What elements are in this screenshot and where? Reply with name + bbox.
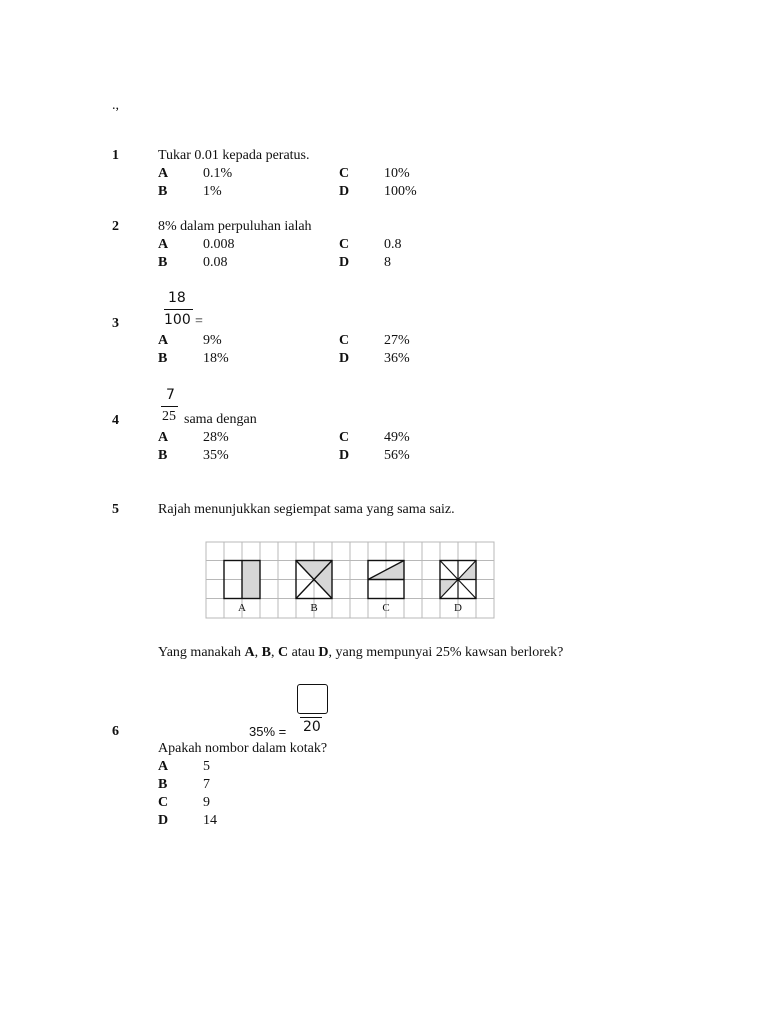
option-letter: A [158,430,169,445]
option-letter: B [158,448,168,463]
diagram-label-a: A [238,602,246,614]
question-suffix: sama dengan [184,412,257,427]
fraction-denominator: 100 [164,312,191,328]
option-letter: D [339,448,350,463]
option-value: 36% [384,351,410,366]
option-letter: C [339,430,350,445]
option-value: 35% [203,448,229,463]
option-letter: A [158,759,169,774]
option-letter: B [158,351,168,366]
option-letter: A [158,333,169,348]
option-letter: D [339,351,350,366]
option-value: 49% [384,430,410,445]
question-text: Tukar 0.01 kepada peratus. [158,148,310,163]
option-letter: D [158,813,169,828]
option-value: 100% [384,184,417,199]
option-value: 10% [384,166,410,181]
option-value: 28% [203,430,229,445]
diagram-label-c: C [382,602,390,614]
question-number: 5 [112,502,119,517]
option-value: 9% [203,333,222,348]
option-letter: C [339,237,350,252]
fraction-bar [300,717,322,718]
option-value: 8 [384,255,391,270]
fraction-bar [164,309,193,310]
option-value: 9 [203,795,210,810]
question-number: 3 [112,316,119,331]
option-value: 7 [203,777,210,792]
question-number: 2 [112,219,119,234]
squares-diagram [205,541,495,619]
question-number: 6 [112,724,119,739]
option-value: 0.1% [203,166,233,181]
option-letter: C [339,333,350,348]
question-text: Rajah menunjukkan segiempat sama yang sama saiz. [158,502,455,517]
option-value: 0.8 [384,237,402,252]
option-value: 0.008 [203,237,235,252]
option-value: 56% [384,448,410,463]
equals-sign: = [195,314,203,329]
fraction-denominator: 20 [303,719,321,735]
option-value: 18% [203,351,229,366]
option-letter: C [339,166,350,181]
question-number: 4 [112,413,119,428]
equation-left: 35% = [249,724,287,739]
option-letter: B [158,255,168,270]
option-letter: A [158,237,169,252]
option-value: 27% [384,333,410,348]
question-text: Apakah nombor dalam kotak? [158,741,328,756]
fraction-denominator: 25 [162,409,176,424]
option-letter: D [339,255,350,270]
question-text: 8% dalam perpuluhan ialah [158,219,312,234]
option-letter: A [158,166,169,181]
option-value: 0.08 [203,255,228,270]
option-value: 5 [203,759,210,774]
option-value: 1% [203,184,222,199]
option-letter: C [158,795,169,810]
fraction-numerator: 18 [168,290,186,306]
question-number: 1 [112,148,119,163]
fraction-numerator: 7 [166,387,175,403]
option-letter: B [158,777,168,792]
answer-box [297,684,328,714]
diagram-label-d: D [454,602,462,614]
fraction-bar [161,406,178,407]
diagram-label-b: B [310,602,318,614]
square-d [440,561,476,599]
header-mark: ., [112,98,119,113]
option-letter: D [339,184,350,199]
option-value: 14 [203,813,217,828]
followup-question: Yang manakah A, B, C atau D, yang mempunyai 25% kawsan berlorek? [158,645,564,660]
option-letter: B [158,184,168,199]
